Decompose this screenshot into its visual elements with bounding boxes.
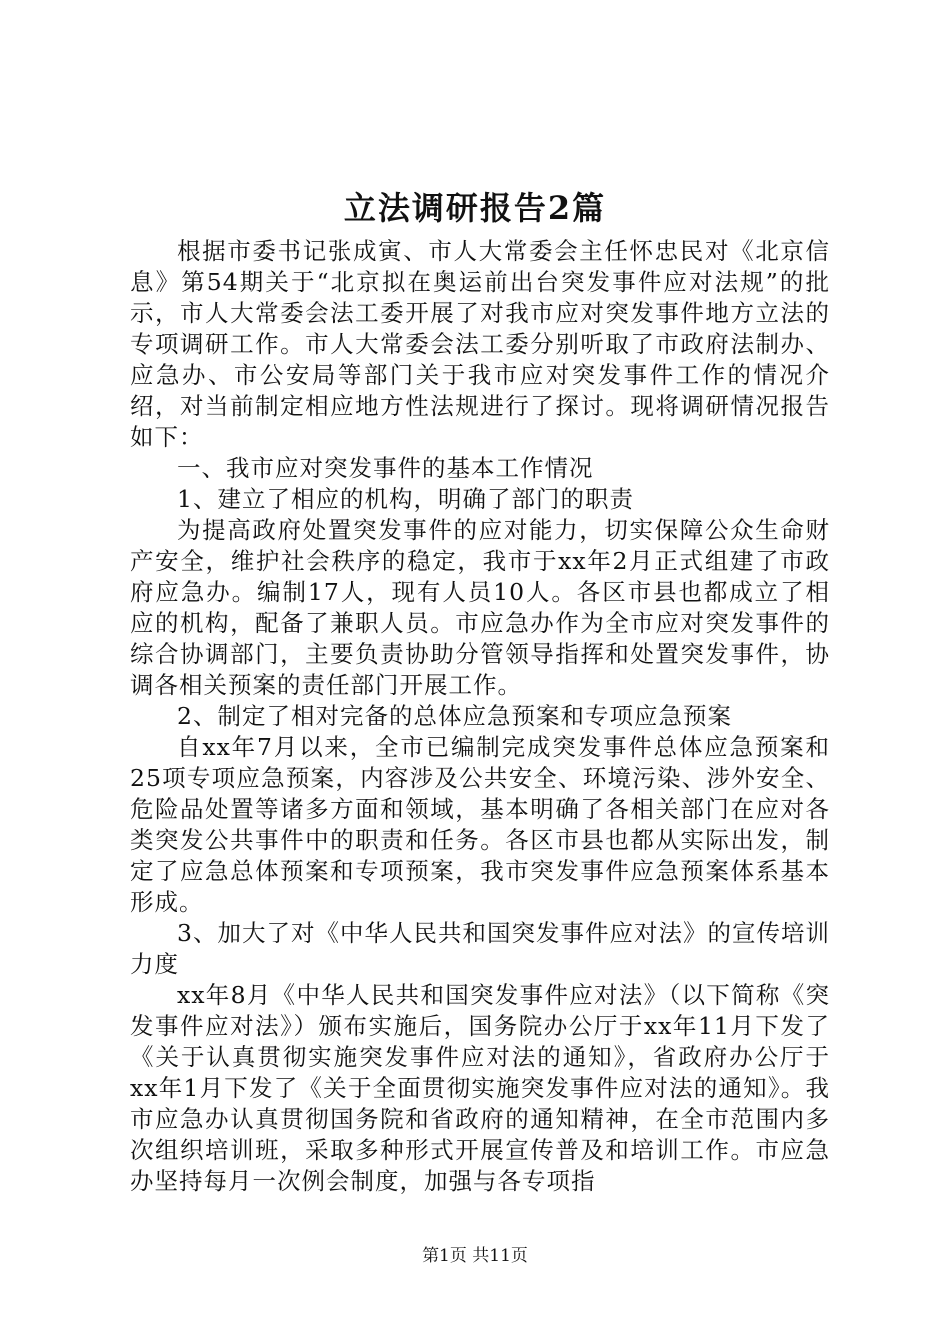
subsection-heading-2: 2、制定了相对完备的总体应急预案和专项应急预案 <box>177 702 732 730</box>
document-title: 立法调研报告2篇 <box>343 189 607 227</box>
section-heading-1: 一、我市应对突发事件的基本工作情况 <box>177 454 594 482</box>
paragraph-3: xx年8月《中华人民共和国突发事件应对法》（以下简称《突发事件应对法》）颁布实施后，国务院办公厅于xx年11月下发了《关于认真贯彻实施突发事件应对法的通知》，省政府办公厅于xx年1月下发了《关于全面贯彻实施突发事件应对法的通知》。我市应急办认真贯彻国务院和省政府的通知精神，在全市范围内多次组织培训班，采取多种形式开展宣传普及和培训工作。市应急办坚持每月一次例会制度，加强与各专项指 <box>130 981 830 1195</box>
paragraph-1: 为提高政府处置突发事件的应对能力，切实保障公众生命财产安全，维护社会秩序的稳定，我市于xx年2月正式组建了市政府应急办。编制17人，现有人员10人。各区市县也都成立了相应的机构，配备了兼职人员。市应急办作为全市应对突发事件的综合协调部门，主要负责协助分管领导指挥和处置突发事件，协调各相关预案的责任部门开展工作。 <box>130 516 830 699</box>
paragraph-2: 自xx年7月以来，全市已编制完成突发事件总体应急预案和25项专项应急预案，内容涉及公共安全、环境污染、涉外安全、危险品处置等诸多方面和领域，基本明确了各相关部门在应对各类突发公共事件中的职责和任务。各区市县也都从实际出发，制定了应急总体预案和专项预案，我市突发事件应急预案体系基本形成。 <box>130 733 830 916</box>
page-footer: 第1页 共11页 <box>422 1246 528 1266</box>
subsection-heading-3: 3、加大了对《中华人民共和国突发事件应对法》的宣传培训力度 <box>130 919 830 978</box>
subsection-heading-1: 1、建立了相应的机构，明确了部门的职责 <box>177 485 634 513</box>
document-body <box>130 236 830 1197</box>
paragraph-intro: 根据市委书记张成寅、市人大常委会主任怀忠民对《北京信息》第54期关于“北京拟在奥运前出台突发事件应对法规”的批示，市人大常委会法工委开展了对我市应对突发事件地方立法的专项调研工作。市人大常委会法工委分别听取了市政府法制办、应急办、市公安局等部门关于我市应对突发事件工作的情况介绍，对当前制定相应地方性法规进行了探讨。现将调研情况报告如下： <box>130 237 830 451</box>
